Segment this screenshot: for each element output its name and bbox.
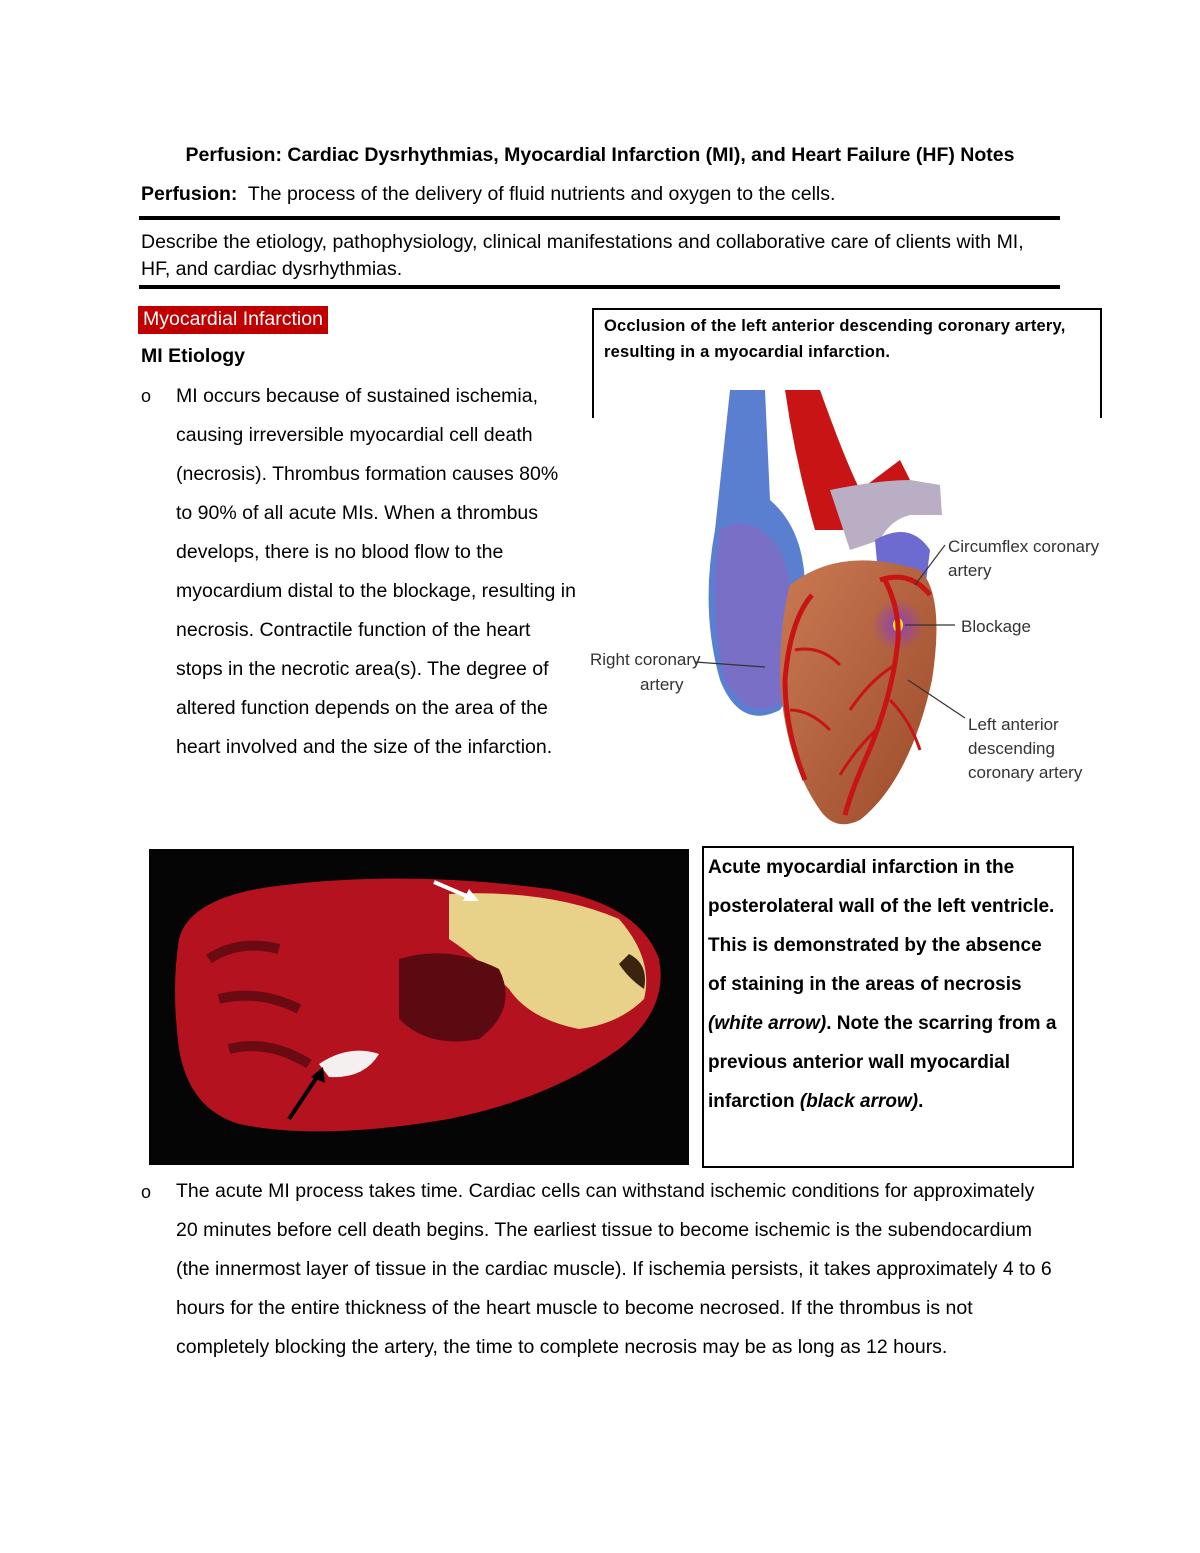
bullet-marker: o xyxy=(141,1182,152,1202)
page-title: Perfusion: Cardiac Dysrhythmias, Myocardial Infarction (MI), and Heart Failure (HF) Notes xyxy=(185,144,1015,166)
definition xyxy=(141,183,835,206)
heart-illustration xyxy=(580,380,1100,840)
definition-label: Perfusion: xyxy=(141,183,238,205)
subheading-mi-etiology: MI Etiology xyxy=(141,345,245,367)
bullet-paragraph-1: MI occurs because of sustained ischemia, causing irreversible myocardial cell death (necrosis). Thrombus formation causes 80% to 90% of all acute MIs. When a thrombus develops, there is no blood flow to the myocardium distal to the blockage, resulting in necrosis. Contractile function of the heart stops in the necrotic area(s). The degree of altered function depends on the area of the heart involved and the size of the infarction. xyxy=(176,385,576,758)
label-circumflex-line2: artery xyxy=(948,561,992,580)
figure2-caption-part2: . Note the scarring from a previous anterior wall myocardial infarction xyxy=(708,1013,1057,1112)
specimen-photo xyxy=(149,849,689,1165)
definition-text: The process of the delivery of fluid nutrients and oxygen to the cells. xyxy=(247,183,836,205)
label-lad-line1: Left anterior xyxy=(968,715,1059,734)
figure1-caption: Occlusion of the left anterior descending coronary artery, resulting in a myocardial infarction. xyxy=(604,317,1066,361)
bullet-marker: o xyxy=(141,386,152,406)
label-lad-line3: coronary artery xyxy=(968,763,1083,782)
figure2-caption-italic2: (black arrow) xyxy=(799,1091,919,1112)
section-tag: Myocardial Infarction xyxy=(138,306,328,334)
top-rule xyxy=(139,216,1060,220)
label-right-coronary-line1: Right coronary xyxy=(590,650,701,669)
objective-statement: Describe the etiology, pathophysiology, clinical manifestations and collaborative care of clients with MI, HF, and cardiac dysrhythmias. xyxy=(141,231,1024,280)
label-circumflex-line1: Circumflex coronary xyxy=(948,537,1100,556)
label-lad-line2: descending xyxy=(968,739,1055,758)
ventricle-cavity xyxy=(399,953,506,1041)
label-right-coronary-line2: artery xyxy=(640,675,684,694)
figure2-caption xyxy=(708,848,1064,1121)
figure2-caption-part1: Acute myocardial infarction in the posterolateral wall of the left ventricle. This is demonstrated by the absence of staining in the areas of necrosis xyxy=(708,857,1055,995)
bullet-paragraph-2: The acute MI process takes time. Cardiac cells can withstand ischemic conditions for approximately 20 minutes before cell death begins. The earliest tissue to become ischemic is the subendocardium (the innermost layer of tissue in the cardiac muscle). If ischemia persists, it takes approximately 4 to 6 hours for the entire thickness of the heart muscle to become necrosed. If the thrombus is not completely blocking the artery, the time to complete necrosis may be as long as 12 hours. xyxy=(176,1180,1052,1358)
ventricle-shape xyxy=(780,560,936,824)
label-blockage: Blockage xyxy=(961,617,1031,636)
bottom-rule xyxy=(139,285,1060,289)
figure2-caption-italic1: (white arrow) xyxy=(708,1013,827,1034)
figure2-caption-part3: . xyxy=(918,1091,924,1112)
